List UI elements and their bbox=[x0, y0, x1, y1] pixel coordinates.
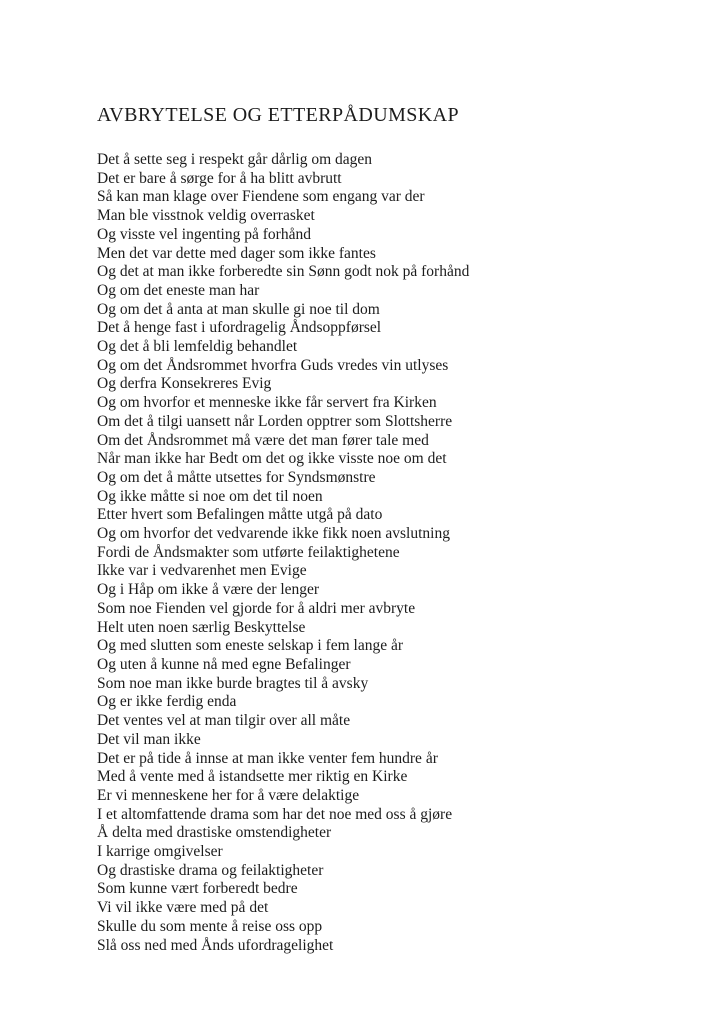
poem-line: Å delta med drastiske omstendigheter bbox=[97, 824, 332, 842]
poem-line: Det å henge fast i ufordragelig Åndsoppførsel bbox=[97, 319, 382, 337]
poem-line: Fordi de Åndsmakter som utførte feilaktighetene bbox=[97, 543, 400, 561]
poem-line: Etter hvert som Befalingen måtte utgå på dato bbox=[97, 506, 383, 524]
poem-line: Og i Håp om ikke å være der lenger bbox=[97, 581, 320, 599]
poem-line: Er vi menneskene her for å være delaktige bbox=[97, 786, 360, 804]
poem-line: Om det Åndsrommet må være det man fører tale med bbox=[97, 431, 429, 449]
poem-line: Og uten å kunne nå med egne Befalinger bbox=[97, 655, 351, 673]
poem-line: Skulle du som mente å reise oss opp bbox=[97, 917, 323, 935]
poem-line: Og det at man ikke forberedte sin Sønn godt nok på forhånd bbox=[97, 263, 470, 281]
poem-line: Og drastiske drama og feilaktigheter bbox=[97, 861, 324, 879]
poem-line: I et altomfattende drama som har det noe med oss å gjøre bbox=[97, 805, 453, 823]
poem-line: Slå oss ned med Ånds ufordragelighet bbox=[97, 936, 334, 954]
poem-line: Når man ikke har Bedt om det og ikke visste noe om det bbox=[97, 450, 447, 468]
poem-line: Men det var dette med dager som ikke fantes bbox=[97, 244, 376, 262]
poem-line: Og om det å anta at man skulle gi noe til dom bbox=[97, 300, 380, 318]
poem-line: Og er ikke ferdig enda bbox=[97, 693, 237, 711]
poem-line: Og om det Åndsrommet hvorfra Guds vredes vin utlyses bbox=[97, 356, 449, 374]
poem-line: Og det å bli lemfeldig behandlet bbox=[97, 338, 298, 356]
poem-line: Og om det eneste man har bbox=[97, 281, 260, 299]
poem-body bbox=[97, 151, 670, 955]
page-title: AVBRYTELSE OG ETTERPÅDUMSKAP bbox=[97, 104, 459, 126]
poem-line: Det ventes vel at man tilgir over all måte bbox=[97, 712, 351, 730]
poem-line: Det er bare å sørge for å ha blitt avbrutt bbox=[97, 169, 342, 187]
poem-line: Om det å tilgi uansett når Lorden opptrer som Slottsherre bbox=[97, 412, 453, 430]
poem-line: Og ikke måtte si noe om det til noen bbox=[97, 487, 323, 505]
poem-line: I karrige omgivelser bbox=[97, 843, 223, 861]
poem-line: Og om det å måtte utsettes for Syndsmønstre bbox=[97, 468, 376, 486]
poem-line: Og med slutten som eneste selskap i fem lange år bbox=[97, 637, 404, 655]
poem-line: Vi vil ikke være med på det bbox=[97, 899, 269, 917]
poem-line: Det vil man ikke bbox=[97, 730, 201, 748]
poem-line: Og derfra Konsekreres Evig bbox=[97, 375, 272, 393]
poem-line: Det er på tide å innse at man ikke venter fem hundre år bbox=[97, 749, 438, 767]
poem-line: Ikke var i vedvarenhet men Evige bbox=[97, 562, 307, 580]
poem-line: Som noe man ikke burde bragtes til å avsky bbox=[97, 674, 369, 692]
poem-line: Helt uten noen særlig Beskyttelse bbox=[97, 618, 306, 636]
document-content bbox=[97, 104, 670, 955]
poem-line: Så kan man klage over Fiendene som engang var der bbox=[97, 188, 425, 206]
poem-line: Og om hvorfor det vedvarende ikke fikk noen avslutning bbox=[97, 525, 450, 543]
poem-line: Som kunne vært forberedt bedre bbox=[97, 880, 298, 898]
poem-line: Med å vente med å istandsette mer riktig en Kirke bbox=[97, 768, 408, 786]
poem-line: Som noe Fienden vel gjorde for å aldri mer avbryte bbox=[97, 599, 416, 617]
poem-line: Det å sette seg i respekt går dårlig om dagen bbox=[97, 151, 373, 168]
poem-line: Man ble visstnok veldig overrasket bbox=[97, 207, 315, 225]
poem-line: Og om hvorfor et menneske ikke får servert fra Kirken bbox=[97, 394, 437, 412]
poem-line: Og visste vel ingenting på forhånd bbox=[97, 225, 311, 243]
